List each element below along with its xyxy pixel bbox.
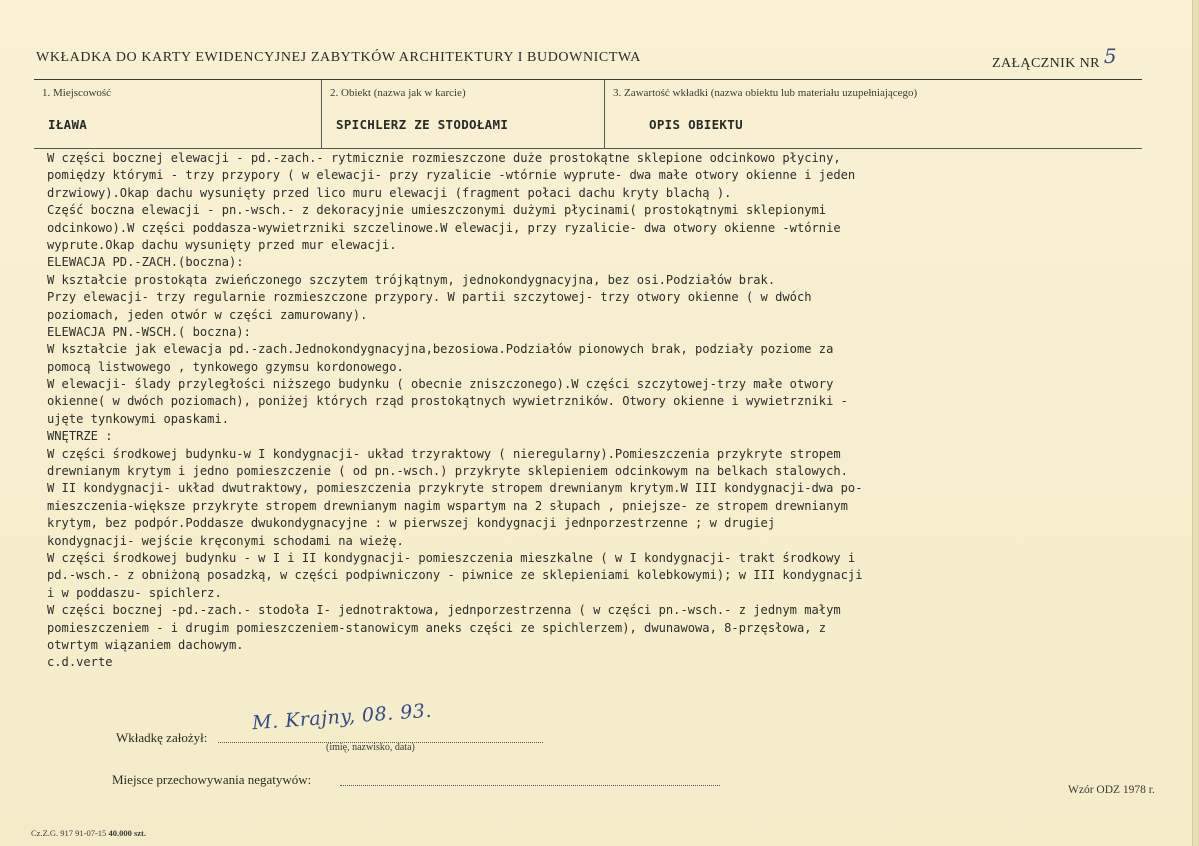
text-line: pomiędzy którymi - trzy przypory ( w elewacji- przy ryzalicie -wtórnie wyprute- dwa małe otwory okienne i jeden: [47, 168, 856, 183]
text-line: Przy elewacji- trzy regularnie rozmieszczone przypory. W partii szczytowej- trzy otwory okienne ( w dwóch: [47, 290, 812, 305]
text-line: krytym, bez podpór.Poddasze dwukondygnacyjne : w pierwszej kondygnacji jednporzestrzenne ; w drugiej: [47, 516, 776, 531]
attachment-number: [992, 44, 1117, 72]
paper-edge: [1192, 0, 1199, 846]
text-line: pomieszczeniem - i drugim pomieszczeniem-stanowicym aneks części ze spichlerzem), dwunawowa, 8-przęsłowa, z: [47, 620, 827, 635]
text-line: W kształcie jak elewacja pd.-zach.Jednokondygnacyjna,bezosiowa.Podziałów pionowych brak, podziały poziome za: [47, 342, 834, 357]
text-line: ELEWACJA PD.-ZACH.(boczna):: [47, 255, 244, 270]
text-line: pomocą listwowego , tynkowego gzymsu kordonowego.: [47, 359, 404, 374]
field-content: [604, 80, 1142, 148]
field-locality-label: 1. Miejscowość: [42, 87, 112, 99]
text-line: ujęte tynkowymi opaskami.: [47, 411, 230, 426]
attachment-label: ZAŁĄCZNIK NR: [992, 56, 1100, 71]
field-locality: [34, 80, 321, 148]
header-fields-table: [34, 79, 1142, 149]
text-line: W II kondygnacji- układ dwutraktowy, pomieszczenia przykryte stropem drewnianym krytym.W III kondygnacji-dwa po-: [47, 481, 863, 496]
field-object: [321, 80, 604, 148]
text-line: Część boczna elewacji - pn.-wsch.- z dekoracyjnie umieszczonymi dużymi płycinami( prostokątnymi sklepionymi: [47, 203, 827, 218]
text-line: W elewacji- ślady przyległości niższego budynku ( obecnie zniszczonego).W części szczytowej-trzy małe otwory: [47, 377, 834, 392]
field-content-label: 3. Zawartość wkładki (nazwa obiektu lub materiału uzupełniającego): [613, 87, 918, 99]
field-content-value: OPIS OBIEKTU: [649, 117, 743, 132]
text-line: W części środkowej budynku-w I kondygnacji- układ trzyraktowy ( nieregularny).Pomieszczenia przykryte stropem: [47, 446, 841, 461]
text-line: drewnianym krytym i jedno pomieszczenie ( od pn.-wsch.) przykryte sklepieniem odcinkowym na belkach stalowych.: [47, 464, 848, 479]
text-line: W części bocznej -pd.-zach.- stodoła I- jednotraktowa, jednporzestrzenna ( w części pn.-wsch.- z jednym małym: [47, 603, 841, 618]
text-line: W kształcie prostokąta zwieńczonego szczytem trójkątnym, jednokondygnacyjna, bez osi.Podziałów brak.: [47, 272, 776, 287]
text-line: odcinkowo).W części poddasza-wywietrzniki szczelinowe.W elewacji, przy ryzalicie- dwa otwory okienne -wtórnie: [47, 220, 841, 235]
document-title: WKŁADKA DO KARTY EWIDENCYJNEJ ZABYTKÓW ARCHITEKTURY I BUDOWNICTWA: [36, 50, 641, 65]
field-object-value: SPICHLERZ ZE STODOŁAMI: [336, 117, 509, 132]
text-line: ELEWACJA PN.-WSCH.( boczna):: [47, 324, 251, 339]
print-code-prefix: Cz.Z.G. 917 91-07-15: [31, 828, 107, 838]
text-line: poziomach, jeden otwór w części zamurowany).: [47, 307, 368, 322]
founder-label: Wkładkę założył:: [116, 730, 208, 745]
print-code-count: 40.000 szt.: [108, 828, 146, 838]
founder-signature: M. Krajny, 08. 93.: [251, 699, 433, 735]
text-line: okienne( w dwóch poziomach), poniżej których rząd prostokątnych wywietrzników. Otwory okienne i wywietrzniki -: [47, 394, 848, 409]
text-line: i w poddaszu- spichlerz.: [47, 585, 222, 600]
text-line: W części środkowej budynku - w I i II kondygnacji- pomieszczenia mieszkalne ( w I kondygnacji- trakt środkowy i: [47, 550, 856, 565]
field-object-label: 2. Obiekt (nazwa jak w karcie): [330, 87, 466, 99]
negatives-dotted-line: [340, 785, 720, 786]
negatives-label: Miejsce przechowywania negatywów:: [112, 772, 312, 787]
print-code: [31, 828, 146, 838]
attachment-handwritten-number: 5: [1103, 44, 1117, 68]
text-line: wyprute.Okap dachu wysunięty przed mur elewacji.: [47, 237, 397, 252]
text-line: drzwiowy).Okap dachu wysunięty przed lico muru elewacji (fragment połaci dachu kryty blachą ).: [47, 185, 732, 200]
text-line: pd.-wsch.- z obniżoną posadzką, w części podpiwniczony - piwnice ze sklepieniami kolebkowymi); w III kondygnacji: [47, 568, 863, 583]
text-line: c.d.verte: [47, 655, 113, 670]
typed-description: [47, 150, 1137, 672]
field-locality-value: IŁAWA: [48, 117, 88, 132]
text-line: W części bocznej elewacji - pd.-zach.- rytmicznie rozmieszczone duże prostokątne sklepione odcinkowo płyciny,: [47, 151, 841, 165]
text-line: WNĘTRZE :: [47, 429, 113, 444]
form-model: Wzór ODZ 1978 r.: [1068, 784, 1155, 796]
text-line: otwrtym wiązaniem dachowym.: [47, 637, 244, 652]
founder-hint: (imię, nazwisko, data): [326, 742, 415, 753]
text-line: mieszczenia-większe przykryte stropem drewnianym nagim wspartym na 2 słupach , pniejsze- ze stropem drewnianym: [47, 498, 848, 513]
text-line: kondygnacji- wejście kręconymi schodami na wieżę.: [47, 533, 404, 548]
